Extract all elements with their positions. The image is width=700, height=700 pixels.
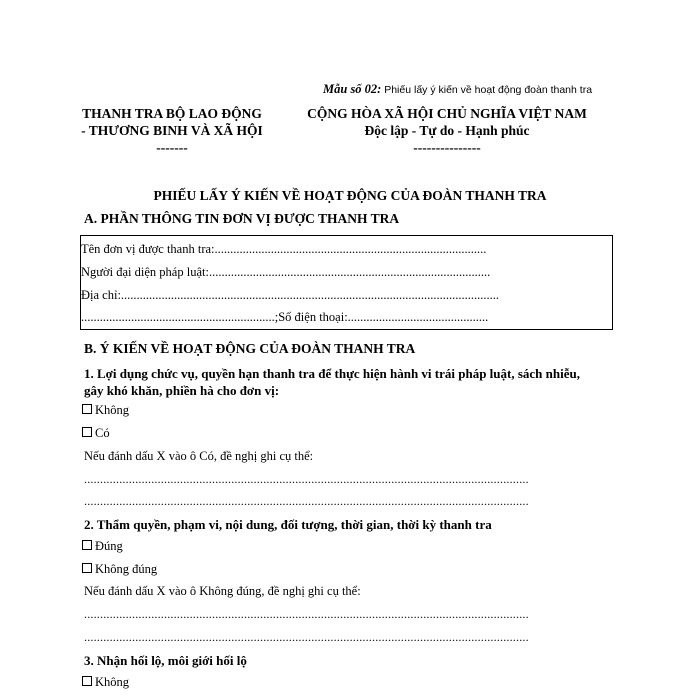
section-b-heading: B. Ý KIẾN VỀ HOẠT ĐỘNG CỦA ĐOÀN THANH TRA xyxy=(84,341,416,356)
checkbox-icon[interactable] xyxy=(82,676,92,686)
header-left xyxy=(72,105,272,156)
q2-option-correct-label: Đúng xyxy=(95,539,123,553)
form-description: Phiếu lấy ý kiến về hoạt động đoàn thanh tra xyxy=(384,84,593,96)
agency-name-line1: THANH TRA BỘ LAO ĐỘNG xyxy=(82,106,262,121)
legal-representative-field[interactable]: Người đại diện pháp luật:.......................................................................................... xyxy=(81,265,491,279)
section-a-heading: A. PHẦN THÔNG TIN ĐƠN VỊ ĐƯỢC THANH TRA xyxy=(84,211,400,226)
q1-answer-line[interactable]: ........................................................................................................................................... xyxy=(84,472,529,486)
q2-answer-line[interactable]: ........................................................................................................................................... xyxy=(84,607,529,621)
checkbox-icon[interactable] xyxy=(82,563,92,573)
question-1-line2: gây khó khăn, phiền hà cho đơn vị: xyxy=(84,383,280,398)
unit-name-field[interactable]: Tên đơn vị được thanh tra:....................................................................................... xyxy=(81,242,487,256)
form-code: Mẫu số 02: xyxy=(323,82,382,96)
q2-option-incorrect[interactable] xyxy=(82,562,157,577)
national-title: CỘNG HÒA XÃ HỘI CHỦ NGHĨA VIỆT NAM xyxy=(307,106,587,121)
national-divider: --------------- xyxy=(413,140,481,155)
q2-answer-line[interactable]: ........................................................................................................................................... xyxy=(84,630,529,644)
national-motto: Độc lập - Tự do - Hạnh phúc xyxy=(364,123,530,138)
q2-option-correct[interactable] xyxy=(82,539,123,554)
q3-option-no-label: Không xyxy=(95,675,130,689)
q1-option-no-label: Không xyxy=(95,403,130,417)
agency-divider: ------- xyxy=(156,140,188,155)
q1-note: Nếu đánh dấu X vào ô Có, đề nghị ghi cụ thể: xyxy=(84,449,314,463)
phone-field[interactable]: ..............................................................;Số điện thoại:............................................. xyxy=(81,310,489,324)
form-id xyxy=(323,82,592,97)
unit-info-box xyxy=(80,235,613,330)
question-1 xyxy=(84,365,580,399)
q1-option-yes[interactable] xyxy=(82,426,110,441)
q2-option-incorrect-label: Không đúng xyxy=(95,562,158,576)
q1-option-no[interactable] xyxy=(82,403,129,418)
address-field[interactable]: Địa chỉ:......................................................................................................................... xyxy=(81,288,500,302)
question-3: 3. Nhận hối lộ, môi giới hối lộ xyxy=(84,653,247,668)
checkbox-icon[interactable] xyxy=(82,427,92,437)
question-2: 2. Thẩm quyền, phạm vi, nội dung, đối tượng, thời gian, thời kỳ thanh tra xyxy=(84,517,492,532)
q1-option-yes-label: Có xyxy=(95,426,110,440)
q1-answer-line[interactable]: ........................................................................................................................................... xyxy=(84,494,529,508)
q2-note: Nếu đánh dấu X vào ô Không đúng, đề nghị ghi cụ thể: xyxy=(84,584,361,598)
header-right xyxy=(295,105,599,156)
document-title: PHIẾU LẤY Ý KIẾN VỀ HOẠT ĐỘNG CỦA ĐOÀN THANH TRA xyxy=(153,188,547,203)
q3-option-no[interactable] xyxy=(82,675,129,690)
question-1-line1: 1. Lợi dụng chức vụ, quyền hạn thanh tra để thực hiện hành vi trái pháp luật, sách nhiễu, xyxy=(84,366,580,381)
checkbox-icon[interactable] xyxy=(82,540,92,550)
agency-name-line2: - THƯƠNG BINH VÀ XÃ HỘI xyxy=(81,123,263,138)
checkbox-icon[interactable] xyxy=(82,404,92,414)
